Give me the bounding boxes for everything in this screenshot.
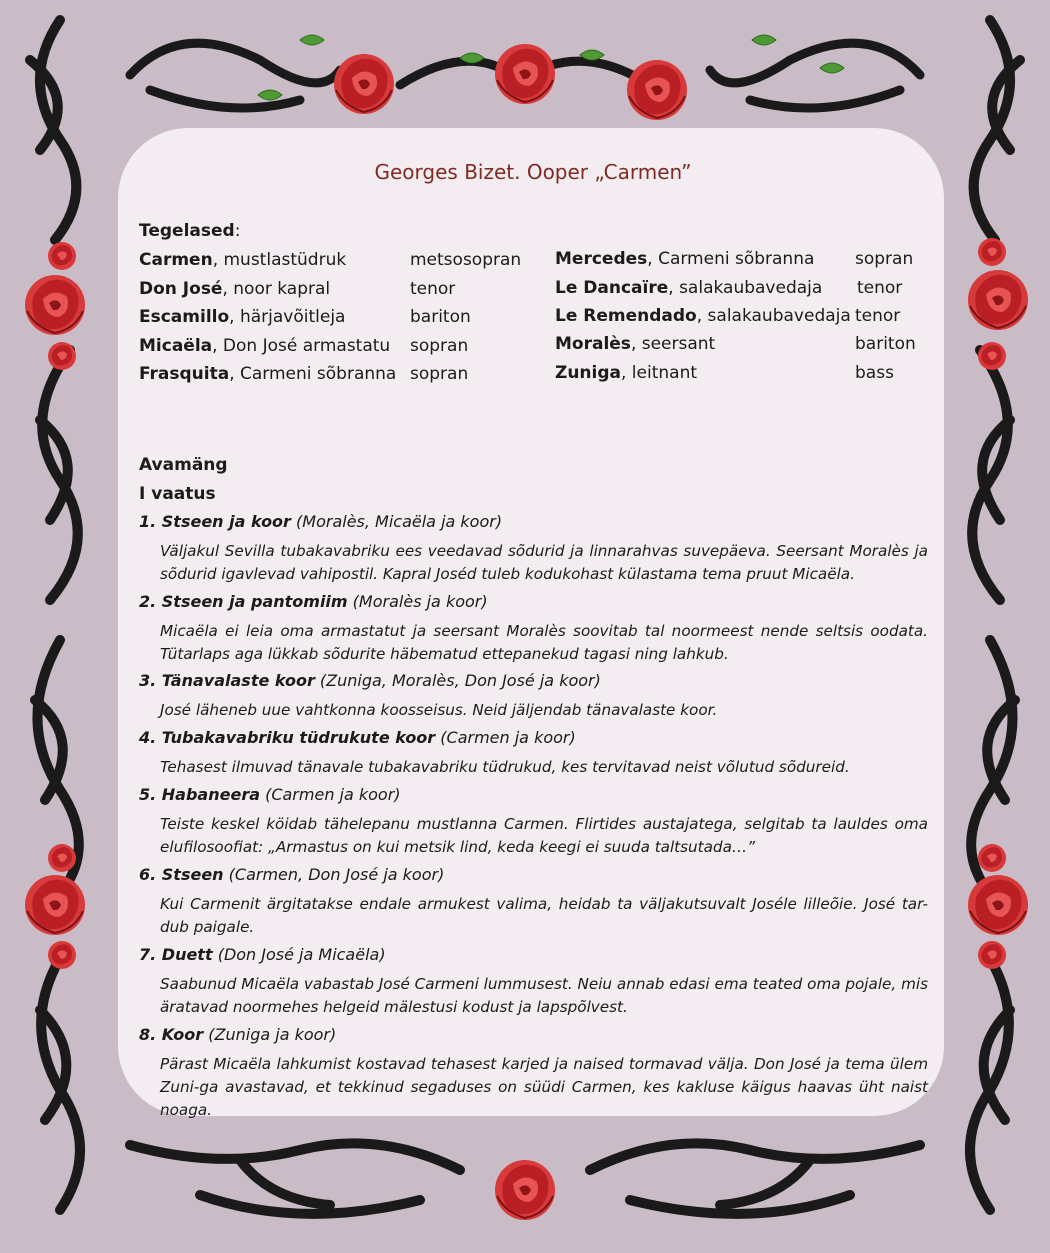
cast-voice: tenor bbox=[410, 279, 456, 299]
cast-name: Don José bbox=[139, 279, 223, 299]
left-tribal-ornament bbox=[30, 20, 80, 1210]
cast-role: , Carmeni sõbranna bbox=[647, 249, 815, 269]
cast-role: , Don José armastatu bbox=[212, 336, 391, 356]
number-heading bbox=[139, 512, 502, 531]
number-cast: (Carmen, Don José ja koor) bbox=[223, 865, 445, 884]
number-description: Tehasest ilmuvad tänavale tubakavabriku tüdrukud, kes tervitavad neist võlutud sõdureid. bbox=[160, 758, 850, 776]
cast-entry bbox=[555, 249, 814, 269]
right-tribal-ornament bbox=[970, 20, 1020, 1210]
cast-voice: tenor bbox=[855, 306, 901, 326]
number-title: 8. Koor bbox=[139, 1025, 204, 1044]
cast-heading bbox=[139, 221, 240, 241]
number-heading bbox=[139, 1025, 336, 1044]
cast-role: , härjavõitleja bbox=[229, 307, 346, 327]
cast-voice: bariton bbox=[855, 334, 916, 354]
number-cast: (Don José ja Micaëla) bbox=[212, 945, 386, 964]
number-title: 7. Duett bbox=[139, 945, 213, 964]
cast-entry bbox=[139, 336, 390, 356]
cast-entry bbox=[139, 364, 396, 384]
rose-icon bbox=[978, 941, 1006, 969]
number-description: Väljakul Sevilla tubakavabriku ees veedavad sõdurid ja linnarahvas suvepäeva. Seersant Moralès ja sõdurid igavlevad vahipostil. Kapral Joséd tuleb kodukohast külastama tema pruut Micaëla. bbox=[160, 542, 928, 583]
number-cast: (Moralès ja koor) bbox=[347, 592, 488, 611]
rose-icon bbox=[968, 270, 1028, 330]
cast-role: , seersant bbox=[630, 334, 716, 354]
number-heading bbox=[139, 865, 444, 884]
cast-role: , noor kapral bbox=[222, 279, 331, 299]
cast-entry bbox=[555, 306, 851, 326]
rose-icon bbox=[495, 1160, 555, 1220]
rose-icon bbox=[48, 342, 76, 370]
number-title: 3. Tänavalaste koor bbox=[139, 671, 315, 690]
number-cast: (Carmen ja koor) bbox=[260, 785, 401, 804]
number-cast: (Moralès, Micaëla ja koor) bbox=[290, 512, 503, 531]
cast-voice: tenor bbox=[857, 278, 903, 298]
number-heading bbox=[139, 945, 386, 964]
cast-name: Moralès bbox=[555, 334, 631, 354]
cast-entry bbox=[139, 250, 346, 270]
number-cast: (Zuniga ja koor) bbox=[203, 1025, 337, 1044]
cast-voice: metsosopran bbox=[410, 250, 522, 270]
number-title: 2. Stseen ja pantomiim bbox=[139, 592, 348, 611]
cast-role: , leitnant bbox=[621, 363, 698, 383]
cast-voice: sopran bbox=[410, 364, 469, 384]
overture-heading: Avamäng bbox=[139, 455, 228, 475]
number-heading bbox=[139, 728, 576, 747]
rose-icon bbox=[25, 875, 85, 935]
cast-entry bbox=[139, 307, 345, 327]
cast-voice: sopran bbox=[410, 336, 469, 356]
cast-role: , Carmeni sõbranna bbox=[229, 364, 397, 384]
cast-name: Mercedes bbox=[555, 249, 648, 269]
cast-entry bbox=[555, 334, 715, 354]
rose-icon bbox=[25, 275, 85, 335]
number-cast: (Carmen ja koor) bbox=[435, 728, 576, 747]
cast-role: , salakaubavedaja bbox=[668, 278, 823, 298]
cast-entry bbox=[555, 363, 697, 383]
number-description: Teiste keskel köidab tähelepanu mustlanna Carmen. Flirtides austajatega, selgitab ta lauldes oma elufilosoofiat: „Armastus on kui metsik lind, keda keegi ei suuda taltsutada…” bbox=[160, 815, 928, 856]
cast-heading-label: Tegelased bbox=[139, 221, 235, 241]
cast-name: Le Remendado bbox=[555, 306, 697, 326]
number-description: Saabunud Micaëla vabastab José Carmeni lummusest. Neiu annab edasi ema teated oma pojale, mis äratavad noormehes helgeid mälestusi kodust ja lapspõlvest. bbox=[160, 975, 928, 1016]
cast-role: , mustlastüdruk bbox=[212, 250, 347, 270]
number-title: 5. Habaneera bbox=[139, 785, 260, 804]
number-heading bbox=[139, 785, 401, 804]
cast-entry bbox=[139, 279, 330, 299]
cast-name: Micaëla bbox=[139, 336, 213, 356]
rose-icon bbox=[978, 844, 1006, 872]
number-description: José läheneb uue vahtkonna koosseisus. Neid jäljendab tänavalaste koor. bbox=[160, 701, 718, 719]
rose-icon bbox=[968, 875, 1028, 935]
rose-icon bbox=[48, 844, 76, 872]
number-title: 1. Stseen ja koor bbox=[139, 512, 291, 531]
number-title: 6. Stseen bbox=[139, 865, 224, 884]
cast-voice: bass bbox=[855, 363, 894, 383]
cast-voice: sopran bbox=[855, 249, 914, 269]
cast-heading-colon: : bbox=[234, 221, 241, 241]
act-heading: I vaatus bbox=[139, 484, 216, 504]
cast-name: Zuniga bbox=[555, 363, 621, 383]
cast-name: Le Dancaïre bbox=[555, 278, 669, 298]
cast-role: , salakaubavedaja bbox=[696, 306, 851, 326]
number-heading bbox=[139, 592, 488, 611]
number-description: Micaëla ei leia oma armastatut ja seersant Moralès soovitab tal noormeest nende seltsis oodata. Tütarlaps aga lükkab sõdurite häbematud ettepanekud tagasi ning lahkub. bbox=[160, 622, 928, 663]
rose-icon bbox=[627, 60, 687, 120]
leaf-icon bbox=[258, 90, 282, 100]
rose-icon bbox=[978, 342, 1006, 370]
leaf-icon bbox=[752, 35, 776, 45]
rose-icon bbox=[334, 54, 394, 114]
number-heading bbox=[139, 671, 601, 690]
leaf-icon bbox=[300, 35, 324, 45]
rose-icon bbox=[495, 44, 555, 104]
rose-icon bbox=[48, 941, 76, 969]
number-title: 4. Tubakavabriku tüdrukute koor bbox=[139, 728, 436, 747]
rose-icon bbox=[48, 242, 76, 270]
cast-entry bbox=[555, 278, 822, 298]
number-description: Kui Carmenit ärgitatakse endale armukest valima, heidab ta väljakutsuvalt Joséle lilleõie. José tar-dub paigale. bbox=[160, 895, 928, 936]
leaf-icon bbox=[820, 63, 844, 73]
cast-voice: bariton bbox=[410, 307, 471, 327]
cast-name: Frasquita bbox=[139, 364, 230, 384]
page-title: Georges Bizet. Ooper „Carmen” bbox=[374, 160, 692, 184]
cast-name: Carmen bbox=[139, 250, 213, 270]
rose-icon bbox=[978, 238, 1006, 266]
number-description: Pärast Micaëla lahkumist kostavad tehasest karjed ja naised tormavad välja. Don José ja tema ülem Zuni-ga avastavad, et tekkinud segaduses on süüdi Carmen, kes kakluse käigus haavas üht naist noaga. bbox=[160, 1055, 928, 1119]
number-cast: (Zuniga, Moralès, Don José ja koor) bbox=[314, 671, 601, 690]
cast-name: Escamillo bbox=[139, 307, 230, 327]
